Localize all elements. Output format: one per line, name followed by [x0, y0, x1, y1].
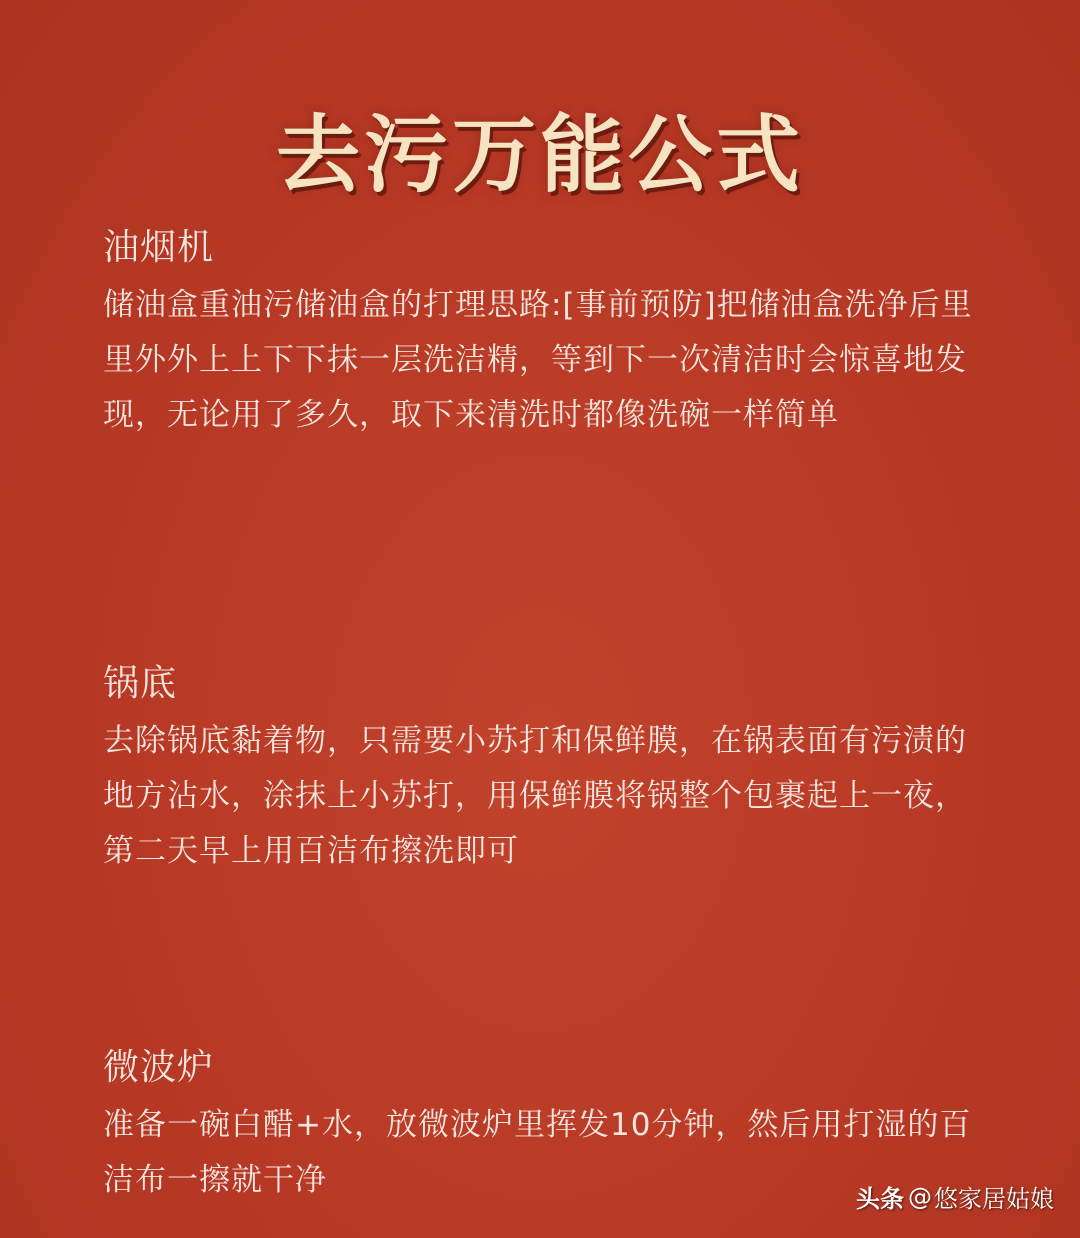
section-body: 储油盒重油污储油盒的打理思路:[事前预防]把储油盒洗净后里里外外上上下下抹一层洗洁精，等到下一次清洁时会惊喜地发现，无论用了多久，取下来清洗时都像洗碗一样简单	[103, 287, 973, 433]
watermark-at-sign: @	[908, 1182, 932, 1211]
watermark	[856, 1179, 1054, 1214]
watermark-author: 悠家居姑娘	[934, 1185, 1054, 1213]
watermark-brand: 头条	[856, 1185, 904, 1213]
section-heading: 油烟机	[103, 227, 215, 268]
section-heading: 微波炉	[103, 1047, 215, 1088]
section-body: 准备一碗白醋+水，放微波炉里挥发10分钟，然后用打湿的百洁布一擦就干净	[103, 1107, 972, 1198]
section-body: 去除锅底黏着物，只需要小苏打和保鲜膜，在锅表面有污渍的地方沾水，涂抹上小苏打，用保鲜膜将锅整个包裹起上一夜，第二天早上用百洁布擦洗即可	[103, 723, 967, 869]
section-heading: 锅底	[103, 663, 178, 704]
section-microwave	[103, 1044, 983, 1208]
poster-title: 去污万能公式	[275, 106, 804, 204]
section-range-hood	[103, 224, 983, 443]
section-pot-bottom	[103, 660, 983, 879]
